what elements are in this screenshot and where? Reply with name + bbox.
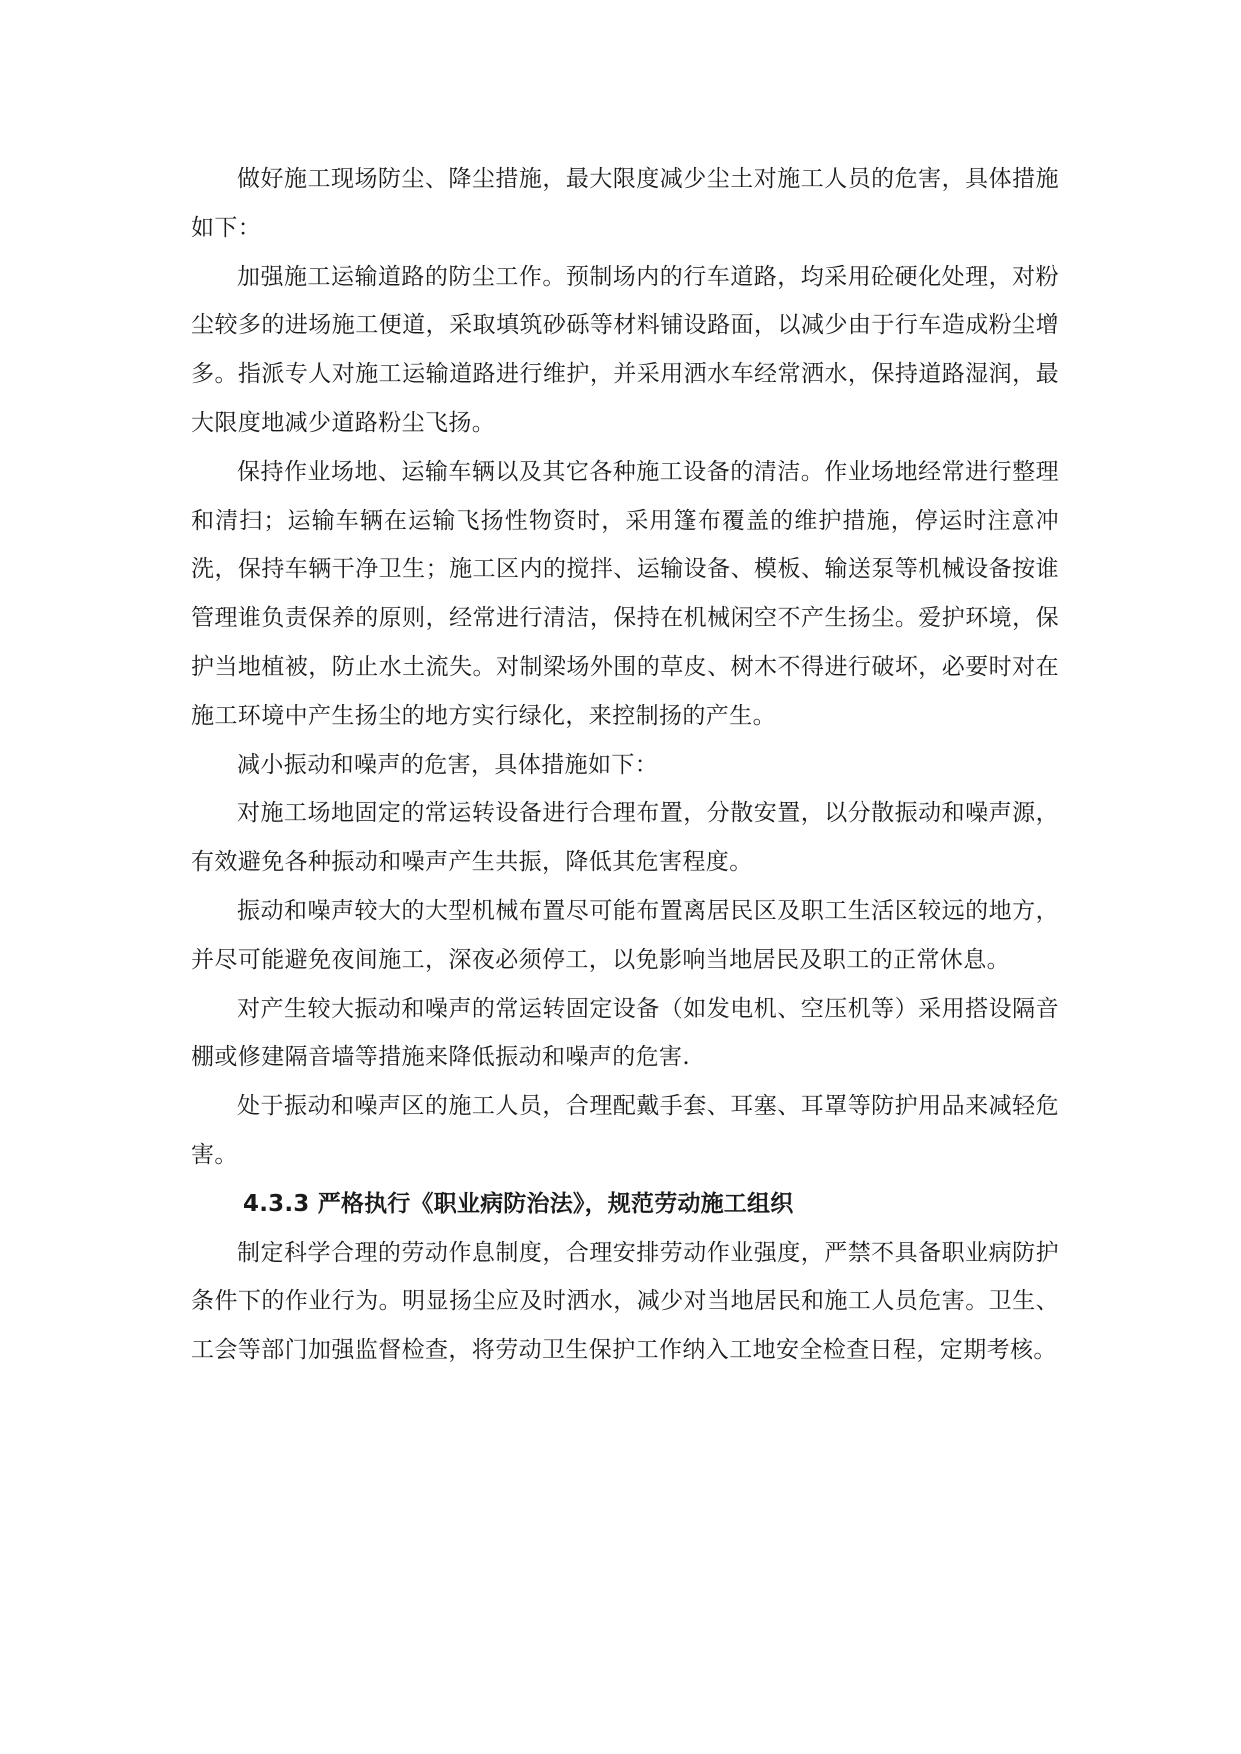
paragraph-equipment-layout: 对施工场地固定的常运转设备进行合理布置，分散安置，以分散振动和噪声源，有效避免各种振动和噪声产生共振，降低其危害程度。 <box>191 800 1059 876</box>
paragraph-dust-intro: 做好施工现场防尘、降尘措施，最大限度减少尘土对施工人员的危害，具体措施如下： <box>191 166 1059 241</box>
paragraph-noise-intro: 减小振动和噪声的危害，具体措施如下： <box>237 751 659 778</box>
paragraph-work-schedule: 制定科学合理的劳动作息制度，合理安排劳动作业强度，严禁不具备职业病防护条件下的作业行为。明显扬尘应及时洒水，减少对当地居民和施工人员危害。卫生、工会等部门加强监督检查，将劳动卫生保护工作纳入工地安全检查日程，定期考核。 <box>191 1239 1059 1364</box>
paragraph-protective-gear: 处于振动和噪声区的施工人员，合理配戴手套、耳塞、耳罩等防护用品来减轻危害。 <box>191 1093 1059 1168</box>
paragraph-site-cleaning: 保持作业场地、运输车辆以及其它各种施工设备的清洁。作业场地经常进行整理和清扫；运输车辆在运输飞扬性物资时，采用篷布覆盖的维护措施，停运时注意冲洗，保持车辆干净卫生；施工区内的搅拌、运输设备、模板、输送泵等机械设备按谁管理谁负责保养的原则，经常进行清洁，保持在机械闲空不产生扬尘。爱护环境，保护当地植被，防止水土流失。对制梁场外围的草皮、树木不得进行破坏，必要时对在施工环境中产生扬尘的地方实行绿化，来控制扬的产生。 <box>191 458 1059 729</box>
section-heading: 4.3.3 严格执行《职业病防治法》，规范劳动施工组织 <box>243 1190 794 1217</box>
paragraph-road-dust: 加强施工运输道路的防尘工作。预制场内的行车道路，均采用砼硬化处理，对粉尘较多的进场施工便道，采取填筑砂砾等材料铺设路面，以减少由于行车造成粉尘增多。指派专人对施工运输道路进行维护，并采用洒水车经常洒水，保持道路湿润，最大限度地减少道路粉尘飞扬。 <box>191 263 1059 436</box>
paragraph-sound-barrier: 对产生较大振动和噪声的常运转固定设备（如发电机、空压机等）采用搭设隔音棚或修建隔音墙等措施来降低振动和噪声的危害. <box>191 995 1059 1071</box>
paragraph-machine-placement: 振动和噪声较大的大型机械布置尽可能布置离居民区及职工生活区较远的地方，并尽可能避免夜间施工，深夜必须停工，以免影响当地居民及职工的正常休息。 <box>191 897 1059 973</box>
document-body <box>191 155 1059 1375</box>
